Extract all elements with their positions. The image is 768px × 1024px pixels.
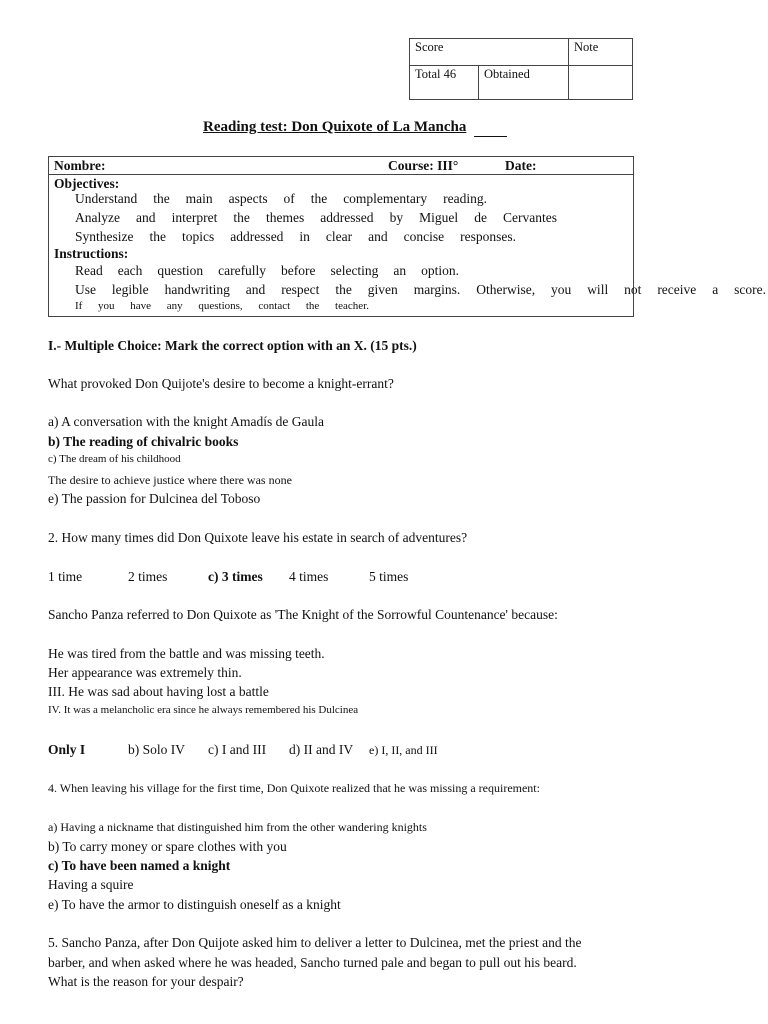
word: you (551, 282, 572, 297)
word: of (283, 191, 295, 206)
q3-statement-4: IV. It was a melancholic era since he always remembered his Dulcinea (48, 704, 359, 716)
objective-3 (75, 229, 516, 245)
q4-option-c[interactable]: c) To have been named a knight (48, 858, 231, 873)
word: you (98, 300, 115, 312)
word: have (130, 300, 152, 312)
instruction-2 (75, 282, 766, 298)
word: the (305, 300, 320, 312)
word: teacher. (335, 300, 369, 312)
q1-option-e[interactable]: e) The passion for Dulcinea del Toboso (48, 491, 261, 506)
word: addressed (230, 229, 284, 244)
score-table (409, 38, 633, 100)
word: in (299, 229, 310, 244)
word: option. (421, 263, 459, 278)
q4-option-e[interactable]: e) To have the armor to distinguish oneself as a knight (48, 897, 341, 912)
word: aspects (228, 191, 268, 206)
word: question (157, 263, 204, 278)
word: and (368, 229, 388, 244)
word: legible (111, 282, 149, 297)
word: Understand (75, 191, 138, 206)
word: clear (325, 229, 353, 244)
q4-option-a[interactable]: a) Having a nickname that distinguished him from the other wandering knights (48, 820, 427, 834)
word: questions, (198, 300, 243, 312)
q2-option-c[interactable]: c) 3 times (208, 569, 263, 584)
q1-text: What provoked Don Quijote's desire to become a knight-errant? (48, 376, 394, 391)
obtained-label: Obtained (479, 66, 569, 100)
word: any (166, 300, 183, 312)
word: Use (75, 282, 96, 297)
course-label: Course: III° (388, 158, 459, 173)
date-label: Date: (505, 158, 537, 173)
instructions-heading: Instructions: (54, 246, 129, 261)
word: the (149, 229, 166, 244)
objectives-heading: Objectives: (54, 176, 120, 191)
word: the (335, 282, 352, 297)
q2-option-e[interactable]: 5 times (369, 569, 409, 584)
word: responses. (460, 229, 516, 244)
word: concise (403, 229, 445, 244)
word: an (393, 263, 407, 278)
word: Synthesize (75, 229, 134, 244)
q2-option-b[interactable]: 2 times (128, 569, 168, 584)
note-label: Note (569, 39, 633, 66)
word: complementary (343, 191, 428, 206)
word: and (245, 282, 266, 297)
word: Analyze (75, 210, 120, 225)
word: themes (265, 210, 305, 225)
instruction-1 (75, 263, 459, 279)
q1-option-c[interactable]: c) The dream of his childhood (48, 453, 181, 465)
word: given (367, 282, 398, 297)
word: topics (181, 229, 215, 244)
word: the (153, 191, 170, 206)
word: each (117, 263, 143, 278)
name-label: Nombre: (54, 158, 106, 173)
word: the (233, 210, 250, 225)
word: carefully (218, 263, 267, 278)
q3-statement-1: He was tired from the battle and was missing teeth. (48, 646, 325, 661)
note-cell[interactable] (569, 66, 633, 100)
page-title: Reading test: Don Quixote of La Mancha (203, 119, 467, 135)
word: Cervantes (503, 210, 557, 225)
q3-option-a[interactable]: Only I (48, 742, 86, 757)
q1-option-d[interactable]: The desire to achieve justice where there was none (48, 473, 292, 487)
word: addressed (320, 210, 374, 225)
q3-statement-2: Her appearance was extremely thin. (48, 665, 242, 680)
q3-statement-3: III. He was sad about having lost a battle (48, 684, 269, 699)
objective-2 (75, 210, 557, 226)
word: before (281, 263, 316, 278)
q4-text: 4. When leaving his village for the first time, Don Quixote realized that he was missing a requirement: (48, 781, 540, 795)
word: Otherwise, (476, 282, 536, 297)
word: Miguel (419, 210, 459, 225)
q3-option-b[interactable]: b) Solo IV (128, 742, 185, 757)
q3-text: Sancho Panza referred to Don Quixote as 'The Knight of the Sorrowful Countenance' because: (48, 607, 558, 622)
q3-option-c[interactable]: c) I and III (208, 742, 267, 757)
word: contact (258, 300, 291, 312)
word: the (310, 191, 328, 206)
info-divider (49, 174, 633, 175)
word: selecting (330, 263, 379, 278)
q5-line-3: What is the reason for your despair? (48, 974, 244, 989)
word: not (624, 282, 642, 297)
word: main (185, 191, 213, 206)
word: margins. (413, 282, 461, 297)
score-label: Score (410, 39, 569, 66)
q3-option-d[interactable]: d) II and IV (289, 742, 354, 757)
word: reading. (443, 191, 487, 206)
word: will (587, 282, 609, 297)
q2-text: 2. How many times did Don Quixote leave his estate in search of adventures? (48, 530, 468, 545)
word: If (75, 300, 83, 312)
q4-option-b[interactable]: b) To carry money or spare clothes with you (48, 839, 287, 854)
objective-1 (75, 191, 487, 207)
q1-option-b[interactable]: b) The reading of chivalric books (48, 434, 239, 449)
q4-option-d[interactable]: Having a squire (48, 877, 134, 892)
q5-line-2: barber, and when asked where he was headed, Sancho turned pale and began to pull out his beard. (48, 955, 577, 970)
q2-option-a[interactable]: 1 time (48, 569, 83, 584)
word: interpret (171, 210, 218, 225)
q2-option-d[interactable]: 4 times (289, 569, 329, 584)
title-underline (474, 136, 507, 137)
word: de (474, 210, 487, 225)
word: and (136, 210, 156, 225)
q1-option-a[interactable]: a) A conversation with the knight Amadís de Gaula (48, 414, 324, 429)
q5-line-1: 5. Sancho Panza, after Don Quijote asked him to deliver a letter to Dulcinea, met the priest and the (48, 935, 582, 950)
word: respect (281, 282, 320, 297)
word: handwriting (164, 282, 230, 297)
total-label: Total 46 (410, 66, 479, 100)
word: Read (75, 263, 103, 278)
word: receive (657, 282, 697, 297)
word: a (712, 282, 719, 297)
instruction-3 (75, 300, 369, 312)
section-heading: I.- Multiple Choice: Mark the correct option with an X. (15 pts.) (48, 338, 417, 353)
word: by (389, 210, 404, 225)
word: score. (734, 282, 766, 297)
q3-option-e[interactable]: e) I, II, and III (369, 743, 438, 757)
